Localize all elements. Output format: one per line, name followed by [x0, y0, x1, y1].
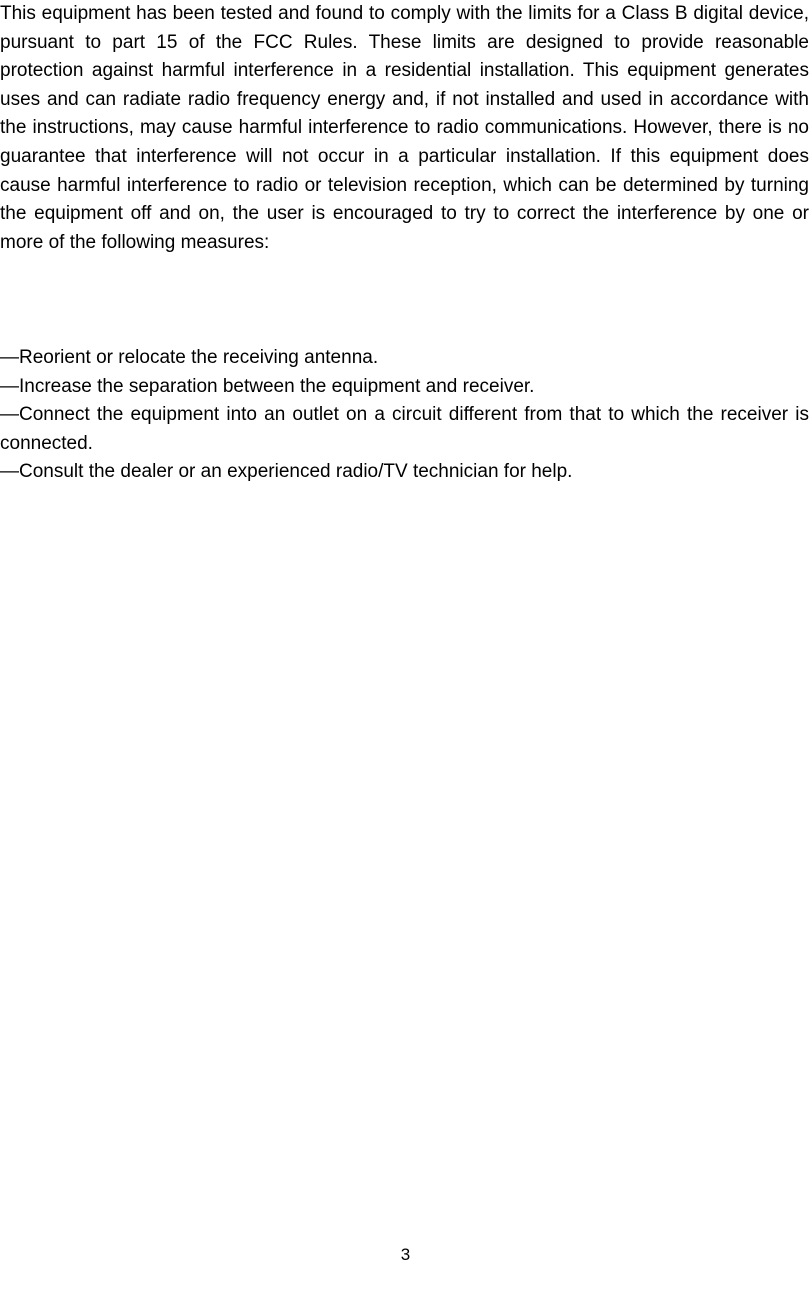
- page-number: 3: [400, 1245, 411, 1264]
- list-item: —Reorient or relocate the receiving antenna.: [0, 347, 379, 368]
- list-item: —Connect the equipment into an outlet on a circuit different from that to which the receiver is connected.: [0, 404, 809, 454]
- interference-measures-list: [0, 344, 809, 487]
- fcc-compliance-paragraph: This equipment has been tested and found to comply with the limits for a Class B digital device, pursuant to part 15 of the FCC Rules. These limits are designed to provide reasonable protection against harmful interference in a residential installation. This equipment generates uses and can radiate radio frequency energy and, if not installed and used in accordance with the instructions, may cause harmful interference to radio communications. However, there is no guarantee that interference will not occur in a particular installation. If this equipment does cause harmful interference to radio or television reception, which can be determined by turning the equipment off and on, the user is encouraged to try to correct the interference by one or more of the following measures:: [0, 3, 809, 253]
- list-item: —Increase the separation between the equipment and receiver.: [0, 375, 535, 397]
- list-item: —Consult the dealer or an experienced radio/TV technician for help.: [0, 461, 573, 483]
